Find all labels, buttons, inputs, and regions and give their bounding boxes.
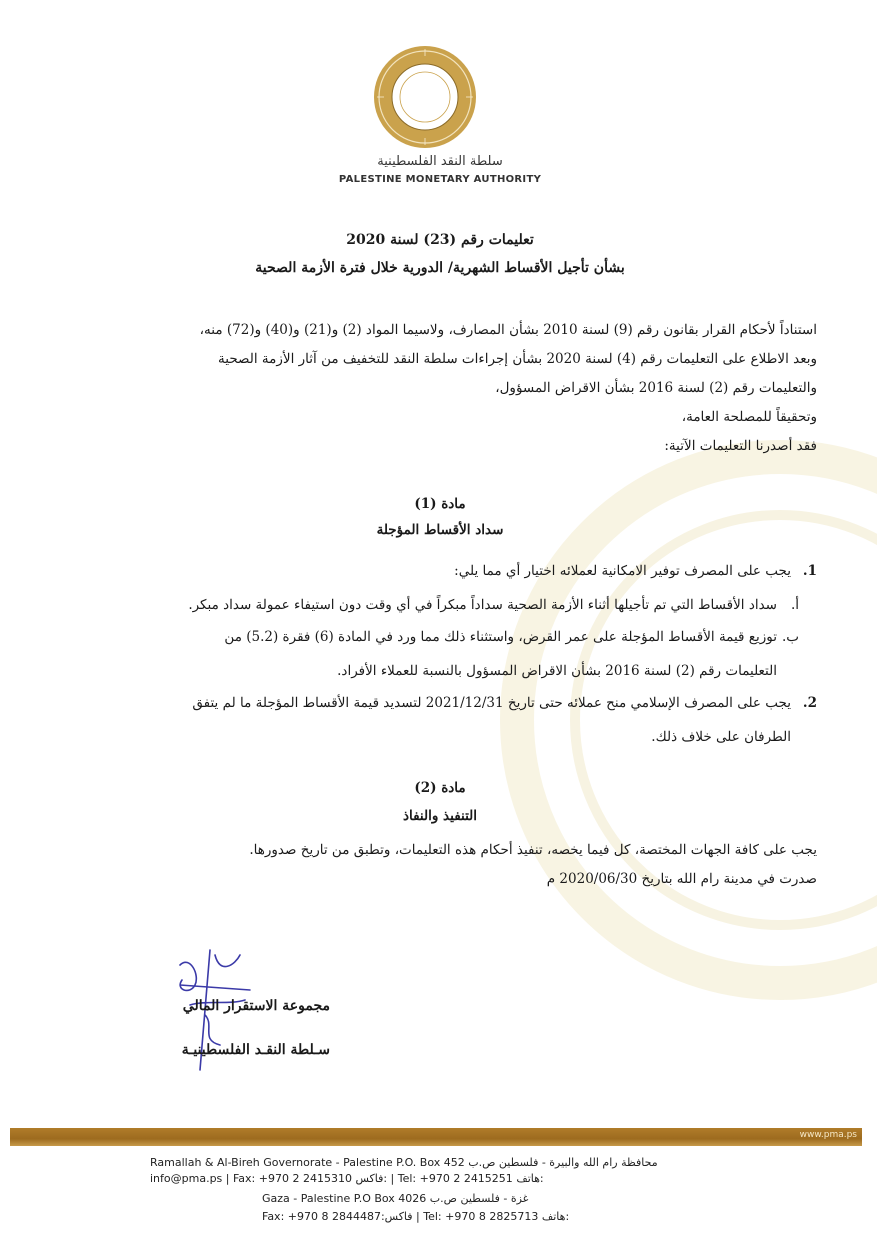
- document-title: تعليمات رقم (23) لسنة 2020: [346, 232, 534, 248]
- footer-ramallah-address: Ramallah & Al-Bireh Governorate - Palestine P.O. Box 452 محافظة رام الله والبيرة - فلسطين ص.ب: [150, 1156, 658, 1169]
- signature-authority-name: سـلطة النقـد الفلسطينيـة: [181, 1042, 330, 1058]
- preamble-line: والتعليمات رقم (2) لسنة 2016 بشأن الاقراض المسؤول،: [495, 380, 817, 396]
- preamble: [117, 316, 817, 461]
- item-text-line: يجب على المصرف الإسلامي منح عملائه حتى تاريخ 2021/12/31 لتسديد قيمة الأقساط المؤجلة ما لم يتفق: [192, 695, 791, 711]
- pma-seal-logo-icon: [372, 44, 478, 150]
- issue-date-line: صدرت في مدينة رام الله بتاريخ 2020/06/30 م: [546, 871, 817, 887]
- footer-gaza-address: Gaza - Palestine P.O Box 4026 غزة - فلسطين ص.ب: [262, 1192, 529, 1205]
- article-1-sub-b: [117, 620, 817, 688]
- footer-ramallah-contact: info@pma.ps | Fax: +970 2 2415310 فاكس: | Tel: +970 2 2415251 هاتف:: [150, 1172, 544, 1185]
- preamble-line: استناداً لأحكام القرار بقانون رقم (9) لسنة 2010 بشأن المصارف، ولاسيما المواد (2) و(21) و(40) و(72) منه،: [199, 322, 817, 338]
- item-number: 2.: [802, 695, 817, 711]
- article-1-item-2: [117, 686, 817, 754]
- sub-item-text-line: توزيع قيمة الأقساط المؤجلة على عمر القرض، واستثناء ذلك مما ورد في المادة (6) فقرة (5.2) من: [224, 629, 777, 645]
- article-1-subheading: سداد الأقساط المؤجلة: [376, 522, 504, 538]
- footer-bar: [10, 1128, 862, 1146]
- document-subject: بشأن تأجيل الأقساط الشهرية/ الدورية خلال فترة الأزمة الصحية: [255, 260, 625, 276]
- article-1-item-1: [117, 554, 817, 588]
- article-2-subheading: التنفيذ والنفاذ: [402, 808, 478, 824]
- footer-gaza-contact: Fax: +970 8 2844487:فاكس | Tel: +970 8 2825713 هاتف:: [262, 1210, 570, 1223]
- signature-group-name: مجموعة الاستقرار المالي: [182, 998, 330, 1014]
- preamble-line: فقد أصدرنا التعليمات الآتية:: [664, 438, 817, 454]
- item-number: 1.: [802, 563, 817, 579]
- sub-item-text: سداد الأقساط التي تم تأجيلها أثناء الأزمة الصحية سداداً مبكراً في أي وقت دون استيفاء عمولة سداد مبكر.: [188, 597, 777, 613]
- item-text-line: الطرفان على خلاف ذلك.: [651, 729, 791, 745]
- article-2-body: [117, 836, 817, 894]
- preamble-line: وبعد الاطلاع على التعليمات رقم (4) لسنة 2020 بشأن إجراءات سلطة النقد للتخفيف من آثار الأزمة الصحية: [218, 351, 817, 367]
- item-text: يجب على المصرف توفير الامكانية لعملائه اختيار أي مما يلي:: [454, 563, 791, 579]
- article-2-heading: مادة (2): [414, 780, 466, 796]
- article-2-text: يجب على كافة الجهات المختصة، كل فيما يخصه، تنفيذ أحكام هذه التعليمات، وتطبق من تاريخ صدورها.: [249, 842, 817, 858]
- sub-item-text-line: التعليمات رقم (2) لسنة 2016 بشأن الاقراض المسؤول بالنسبة للعملاء الأفراد.: [337, 663, 777, 679]
- org-name-english: PALESTINE MONETARY AUTHORITY: [338, 174, 542, 185]
- sub-item-number: أ.: [790, 597, 799, 613]
- sub-item-number: ب.: [781, 629, 799, 645]
- org-name-arabic: سلطة النقد الفلسطينية: [377, 154, 503, 169]
- footer-url: www.pma.ps: [799, 1130, 857, 1140]
- article-1-heading: مادة (1): [414, 496, 466, 512]
- preamble-line: وتحقيقاً للمصلحة العامة،: [681, 409, 817, 425]
- article-1-sub-a: [117, 588, 817, 622]
